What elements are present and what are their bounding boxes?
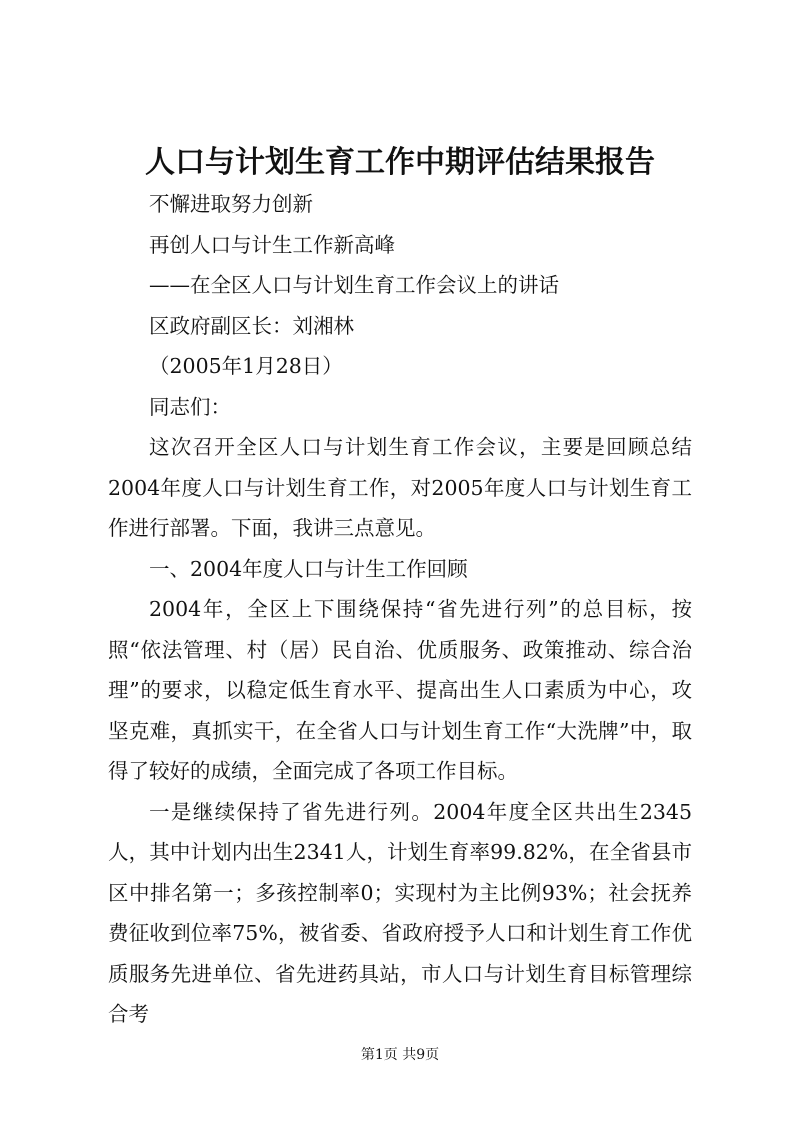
paragraph: （2005年1月28日）	[149, 354, 343, 378]
paragraph: 这次召开全区人口与计划生育工作会议，主要是回顾总结2004年度人口与计划生育工作，对2005年度人口与计划生育工作进行部署。下面，我讲三点意见。	[108, 435, 692, 540]
paragraph: ——在全区人口与计划生育工作会议上的讲话	[149, 273, 559, 297]
document-body	[108, 184, 692, 1035]
paragraph: 同志们：	[149, 394, 231, 419]
document-title: 人口与计划生育工作中期评估结果报告	[145, 145, 655, 180]
page-footer: 第1页 共9页	[360, 1047, 440, 1063]
paragraph: 一是继续保持了省先进行列。2004年度全区共出生2345人，其中计划内出生2341人，计划生育率99.82%，在全省县市区中排名第一；多孩控制率0；实现村为主比例93%；社会抚养费征收到位率75%，被省委、省政府授予人口和计划生育工作优质服务先进单位、省先进药具站，市人口与计划生育目标管理综合考	[108, 799, 692, 1026]
paragraph: 不懈进取努力创新	[149, 192, 313, 216]
paragraph: 区政府副区长：刘湘林	[149, 313, 354, 338]
paragraph: 2004年，全区上下围绕保持“省先进行列”的总目标，按照“依法管理、村（居）民自治、优质服务、政策推动、综合治理”的要求，以稳定低生育水平、提高出生人口素质为中心，攻坚克难，真抓实干，在全省人口与计划生育工作“大洗牌”中，取得了较好的成绩，全面完成了各项工作目标。	[108, 597, 692, 783]
paragraph: 再创人口与计生工作新高峰	[149, 232, 395, 257]
paragraph: 一、2004年度人口与计生工作回顾	[149, 556, 468, 581]
